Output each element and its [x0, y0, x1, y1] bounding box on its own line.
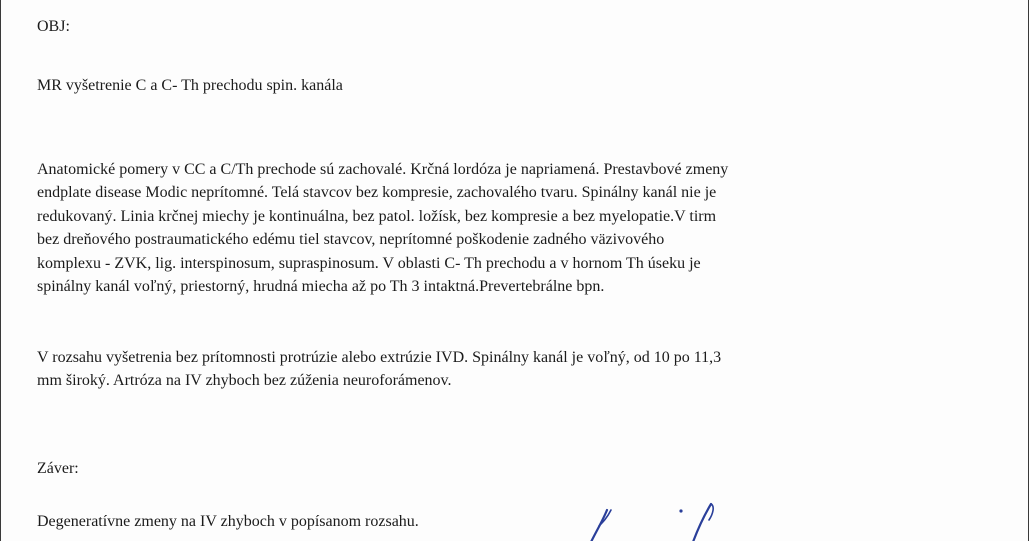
findings-line: redukovaný. Linia krčnej miechy je kontinuálna, bez patol. ložísk, bez kompresie a bez myelopatie.V tirm: [37, 207, 717, 225]
findings-line: Anatomické pomery v CC a C/Th prechode sú zachovalé. Krčná lordóza je napriamená. Prestavbové zmeny: [37, 161, 729, 178]
findings-line: komplexu - ZVK, lig. interspinosum, supraspinosum. V oblasti C- Th prechodu a v hornom Th úseku je: [37, 254, 701, 272]
signature-icon: [569, 496, 729, 541]
findings-line: mm široký. Artróza na IV zhyboch bez zúženia neuroforámenov.: [37, 372, 452, 390]
findings-paragraph-1: [37, 158, 728, 298]
findings-paragraph-2: [37, 346, 721, 393]
conclusion-label: Záver:: [37, 460, 79, 477]
conclusion-text: Degeneratívne zmeny na IV zhyboch v popísanom rozsahu.: [37, 513, 419, 530]
obj-label: OBJ:: [37, 18, 70, 35]
exam-title: MR vyšetrenie C a C- Th prechodu spin. kanála: [37, 77, 343, 94]
findings-line: endplate disease Modic neprítomné. Telá stavcov bez kompresie, zachovalého tvaru. Spinálny kanál nie je: [37, 184, 717, 202]
findings-line: bez dreňového postraumatického edému tiel stavcov, neprítomné poškodenie zadného väzivového: [37, 231, 665, 249]
findings-line: V rozsahu vyšetrenia bez prítomnosti protrúzie alebo extrúzie IVD. Spinálny kanál je voľný, od 10 po 11,3: [37, 349, 722, 366]
findings-line: spinálny kanál voľný, priestorný, hrudná miecha až po Th 3 intaktná.Prevertebrálne bpn.: [37, 278, 605, 296]
